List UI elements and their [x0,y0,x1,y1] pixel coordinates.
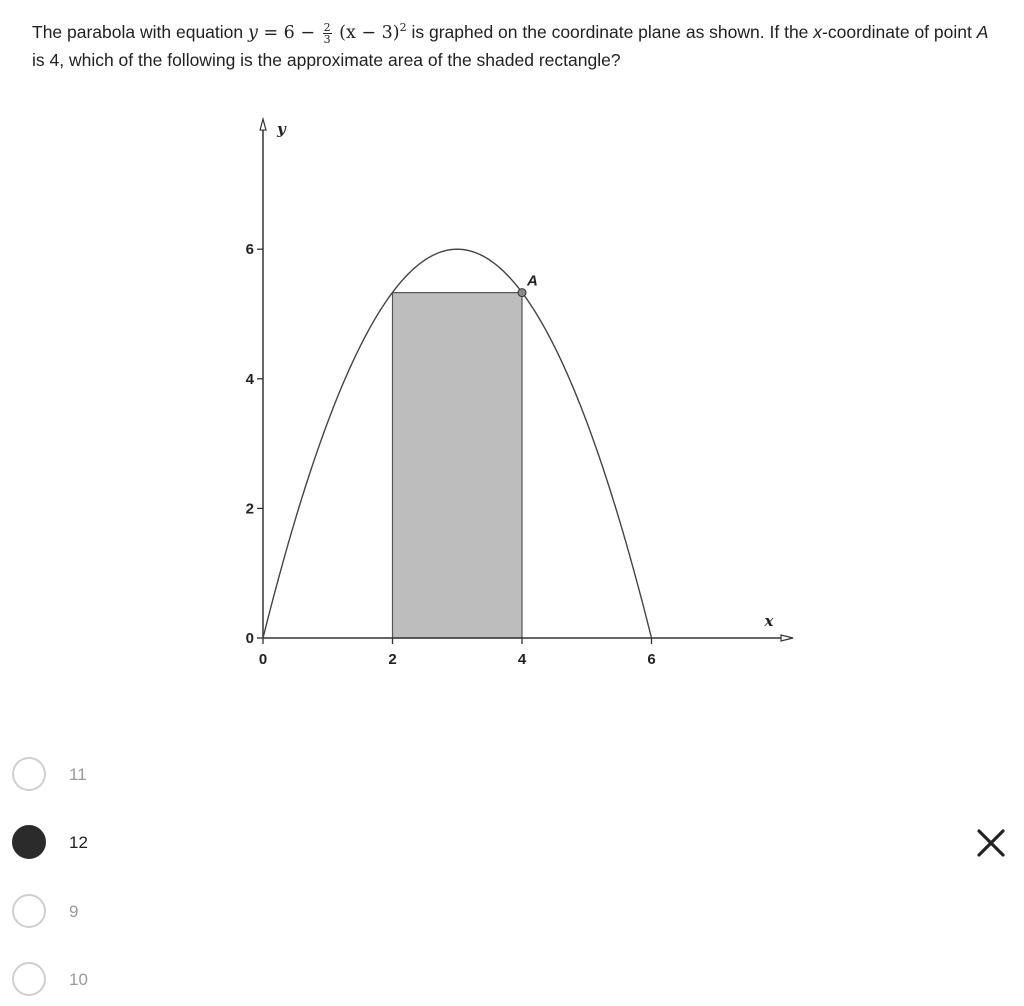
fraction-numerator: 2 [323,20,331,34]
x-axis-arrow [781,635,793,641]
answer-label: 9 [69,902,79,921]
question-text-part: -coordinate of point [822,21,977,42]
shaded-rectangle [393,293,523,638]
equation-rhs: = 6 − [257,22,321,43]
answer-option-9[interactable] [12,892,992,932]
answer-option-11[interactable] [12,755,992,795]
x-axis-label: x [764,612,774,630]
radio-button[interactable] [12,962,46,996]
y-tick-label: 4 [245,370,254,388]
answer-option-10[interactable] [12,960,992,1000]
y-tick-label: 6 [245,241,254,259]
y-axis-arrow [260,119,266,130]
radio-button[interactable] [12,757,46,791]
answer-label: 11 [69,765,87,784]
point-a [518,289,526,297]
question-text-part: is graphed on the coordinate plane as shown. If the [406,21,814,42]
radio-button[interactable] [12,894,46,928]
y-tick-label: 2 [245,500,254,518]
y-tick-label: 0 [245,630,254,647]
y-axis-label: y [277,120,286,139]
equation-y: y [247,22,258,43]
answer-label: 12 [69,833,88,852]
x-tick-label: 4 [517,651,527,668]
x-tick-label: 0 [258,651,268,668]
point-name: A [976,21,989,42]
x-tick-label: 6 [647,651,656,668]
equation-exponent: 2 [399,21,407,34]
point-a-label: A [527,272,538,290]
answer-label: 10 [69,970,88,989]
x-variable: x [813,21,823,42]
answer-option-12[interactable] [12,823,992,863]
equation-parenthesis: (x − 3) [333,22,400,43]
question-text-part: The parabola with equation [32,21,248,42]
close-icon [976,828,1006,858]
question-text-part: is 4, which of the following is the approximate area of the shaded rectangle? [32,49,621,70]
x-tick-label: 2 [388,651,397,668]
fraction-denominator: 3 [323,32,331,46]
radio-button[interactable] [12,825,46,859]
